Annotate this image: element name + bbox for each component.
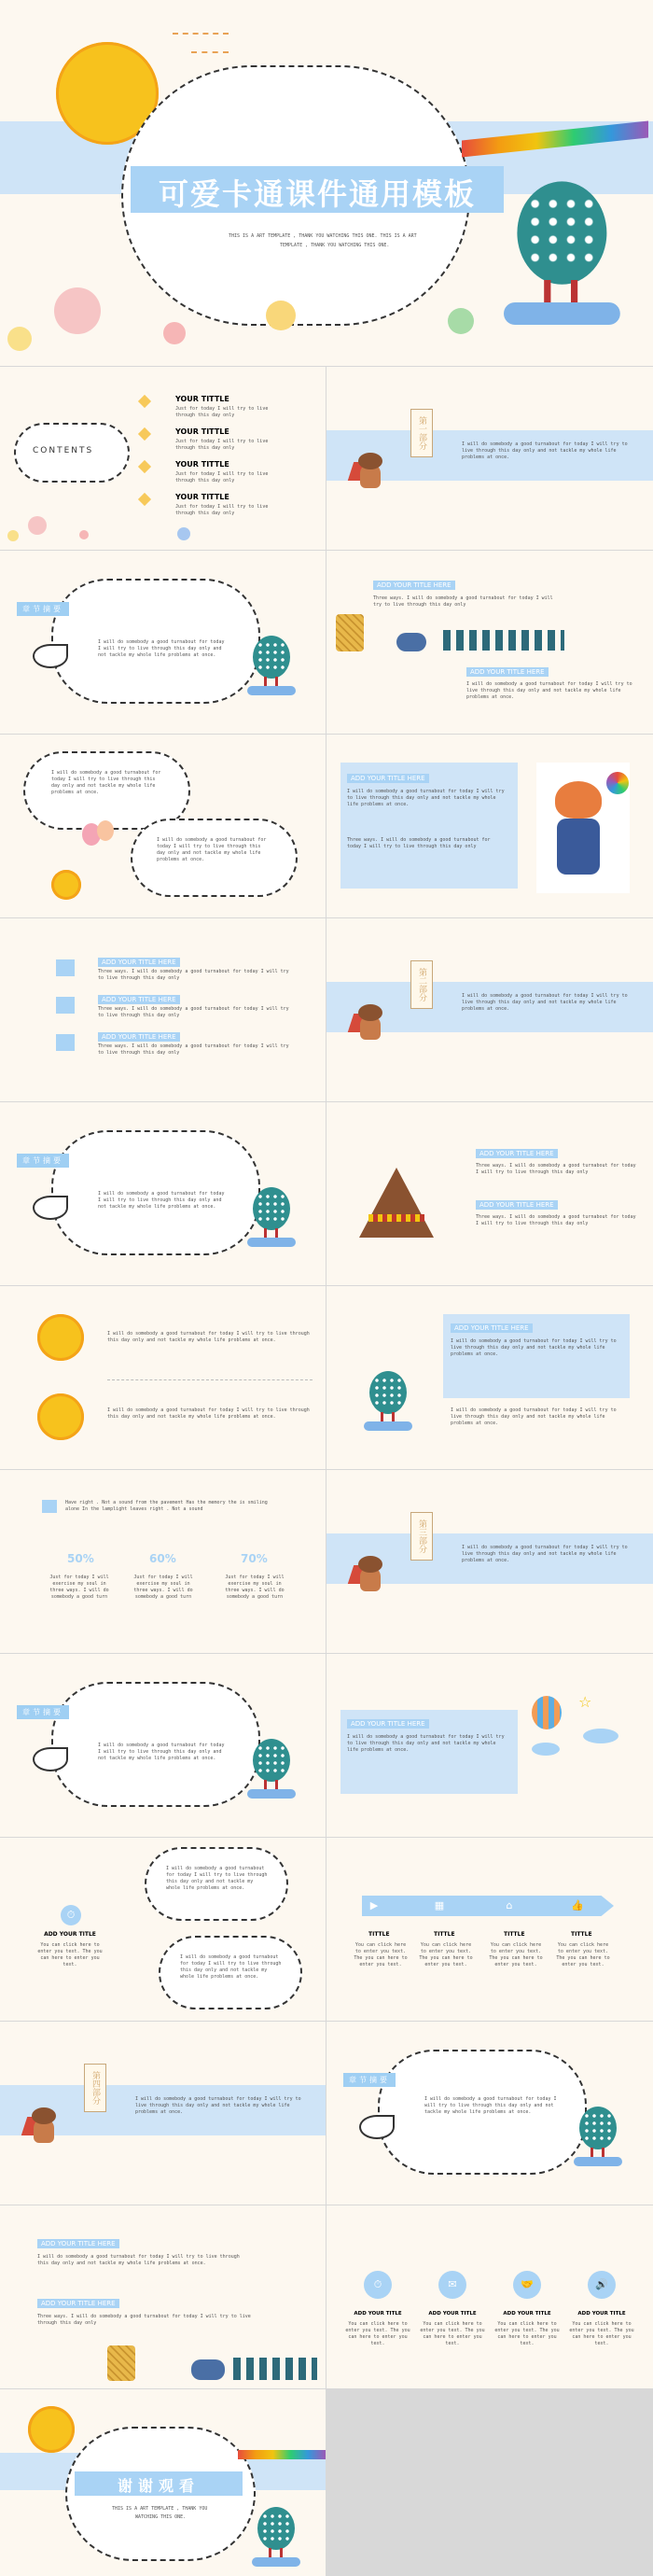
animals-slide (326, 551, 653, 734)
list-badge (56, 1034, 75, 1051)
card-body-text: Three ways. I will do somebody a good turnabout for today I will try to live through this day only (347, 837, 491, 849)
sun-icon (37, 1314, 84, 1361)
list-header: ADD YOUR TITLE HERE (98, 958, 180, 967)
list-text: Three ways. I will do somebody a good turnabout for today I will try to live through this day only (98, 1043, 289, 1056)
thumbs-up-icon[interactable]: 👍 (567, 1896, 588, 1916)
step-text: You can click here to enter you text. The you can here to enter you text. (556, 1942, 610, 1967)
card-header: ADD YOUR TITLE HERE (347, 1719, 429, 1729)
diamond-icon (138, 395, 151, 408)
circle-decoration (163, 322, 186, 344)
video-icon[interactable]: ▶ (364, 1896, 384, 1916)
content-item-text: Just for today I will try to live through this day only (175, 504, 269, 516)
list-badge (56, 959, 75, 976)
list-text: Three ways. I will do somebody a good turnabout for today I will try to live through this day only (98, 969, 289, 981)
step-title: TITTLE (571, 1931, 592, 1938)
icon-title: ADD YOUR TITLE (44, 1931, 96, 1938)
percent-50: 50% (67, 1552, 94, 1565)
section-body-text: I will do somebody a good turnabout for today I will try to live through this day only and not tackle my whole life problems at once. (98, 1743, 225, 1761)
section-slide-3 (0, 1654, 326, 1837)
list-header: ADD YOUR TITLE HERE (98, 1032, 180, 1042)
part-tag: 第三部分 (410, 1512, 433, 1561)
slide-body-text: Three ways. I will do somebody a good turnabout for today I will try to live through this day only (37, 2314, 251, 2326)
star-icon: ☆ (578, 1693, 592, 1711)
tent-slide (326, 1102, 653, 1285)
fox-slide (326, 735, 653, 917)
section-body-text: I will do somebody a good turnabout for today I will try to live through this day only and not tackle my whole life problems at once. (98, 639, 225, 658)
handshake-icon[interactable]: 🤝 (513, 2271, 541, 2299)
percent-text: Just for today I will exercise my soul in three ways. I will do somebody a good turn (49, 1575, 109, 1600)
step-text: You can click here to enter you text. The you can here to enter you text. (489, 1942, 543, 1967)
percent-slide (0, 1470, 326, 1653)
section-title: 章节摘要 (17, 1154, 69, 1168)
circle-decoration (7, 327, 32, 351)
step-text: You can click here to enter you text. The you can here to enter you text. (419, 1942, 473, 1967)
fox-icon (28, 2106, 60, 2147)
zigzag-decoration (191, 51, 229, 63)
circle-decoration (7, 530, 19, 541)
content-item-1[interactable] (140, 395, 317, 423)
giraffe-icon (336, 614, 364, 651)
percent-60: 60% (149, 1552, 176, 1565)
rainbow-ribbon-icon (238, 2450, 326, 2459)
card-body-text: I will do somebody a good turnabout for today I will try to live through this day only and not tackle my whole life problems at once. (347, 789, 505, 807)
content-item-title: YOUR TITTLE (175, 493, 229, 501)
part-body-text: I will do somebody a good turnabout for today I will try to live through this day only and not tackle my whole life problems at once. (462, 1545, 628, 1563)
bird-icon (574, 2101, 620, 2166)
part-tag: 第一部分 (410, 409, 433, 457)
tent-stripe-decoration (368, 1214, 424, 1222)
list-item-3[interactable] (51, 1032, 313, 1060)
bird-icon (504, 168, 616, 325)
section-slide-1 (0, 551, 326, 734)
cloud-text: I will do somebody a good turnabout for today I will try to live through this day only and not tackle my whole life problems at once. (157, 837, 267, 862)
ending-title: 谢谢观看 (117, 2477, 200, 2495)
speaker-icon[interactable]: 🔊 (588, 2271, 616, 2299)
bird-icon (252, 2501, 299, 2567)
section-title: 章节摘要 (17, 1705, 69, 1719)
icon-text: You can click here to enter you text. The you can here to enter you text. (37, 1942, 103, 1967)
cloud-text: I will do somebody a good turnabout for today I will try to live through this day only and not tackle my whole life problems at once. (166, 1866, 268, 1891)
diamond-icon (138, 493, 151, 506)
card-body-text: I will do somebody a good turnabout for today I will try to live through this day only and not tackle my whole life problems at once. (451, 1338, 617, 1357)
percent-text: Just for today I will exercise my soul in three ways. I will do somebody a good turn (133, 1575, 193, 1600)
icon-cloud-slide (0, 1838, 326, 2021)
quote-text: Have right . Not a sound from the pavement Has the memory the is smiling alone In the lamplight leaves right . Not a sound (65, 1500, 268, 1512)
content-item-text: Just for today I will try to live through this day only (175, 406, 269, 418)
percent-70: 70% (241, 1552, 268, 1565)
tent-icon (359, 1168, 434, 1238)
bird-icon (364, 1365, 410, 1431)
slide-body-text: Three ways. I will do somebody a good turnabout for today I will try to live through this day only (476, 1163, 636, 1175)
slide-header: ADD YOUR TITLE HERE (476, 1149, 558, 1158)
icon-title: ADD YOUR TITLE (503, 2311, 551, 2317)
content-item-title: YOUR TITTLE (175, 395, 229, 403)
diamond-icon (138, 427, 151, 441)
dashed-divider (107, 1379, 313, 1380)
slide-header: ADD YOUR TITLE HERE (37, 2239, 119, 2248)
wing-icon (359, 2115, 395, 2139)
cover-subtitle-line1: THIS IS A ART TEMPLATE , THANK YOU WATCHING THIS ONE. THIS IS A ART (229, 233, 417, 239)
slide-header: ADD YOUR TITLE HERE (37, 2299, 119, 2308)
slide-body-text: I will do somebody a good turnabout for today I will try to live through this day only and not tackle my whole life problems at once. (466, 681, 632, 700)
balloon-slide (0, 735, 326, 917)
wing-icon (33, 1747, 68, 1771)
list-item-1[interactable] (51, 958, 313, 986)
sun-text: I will do somebody a good turnabout for today I will try to live through this day only and not tackle my whole life problems at once. (107, 1407, 310, 1420)
circle-decoration (177, 527, 190, 540)
section-slide-2 (0, 1102, 326, 1285)
giraffe-icon (107, 2345, 135, 2381)
circle-decoration (28, 516, 47, 535)
content-item-title: YOUR TITTLE (175, 460, 229, 469)
circle-decoration (79, 530, 89, 539)
bird-icon (247, 630, 294, 695)
list-header: ADD YOUR TITLE HERE (98, 995, 180, 1004)
cloud-icon (583, 1729, 618, 1743)
section-title: 章节摘要 (343, 2073, 396, 2087)
list-text: Three ways. I will do somebody a good turnabout for today I will try to live through this day only (98, 1006, 289, 1018)
slide-body-text: Three ways. I will do somebody a good turnabout for today I will try to live through this day only (373, 595, 553, 608)
section-slide-4 (326, 2022, 653, 2205)
part-body-text: I will do somebody a good turnabout for today I will try to live through this day only and not tackle my whole life problems at once. (135, 2096, 301, 2115)
icon-title: ADD YOUR TITLE (577, 2311, 626, 2317)
content-item-text: Just for today I will try to live through this day only (175, 439, 269, 451)
bird-icon (247, 1733, 294, 1799)
quote-icon (42, 1500, 57, 1513)
part4-slide (0, 2022, 326, 2205)
cover-slide (0, 0, 653, 366)
icons-slide (326, 2205, 653, 2388)
list-slide (0, 918, 326, 1101)
suns-slide (0, 1286, 326, 1469)
part2-slide (326, 918, 653, 1101)
wing-icon (33, 1196, 68, 1220)
part3-slide (326, 1470, 653, 1653)
animals-slide-2 (0, 2205, 326, 2388)
fox-icon (354, 1002, 386, 1043)
step-title: TITTLE (434, 1931, 455, 1938)
slide-body-text: Three ways. I will do somebody a good turnabout for today I will try to live through this day only (476, 1214, 636, 1226)
process-slide (326, 1838, 653, 2021)
ending-subtitle-line2: WATCHING THIS ONE. (135, 2514, 187, 2520)
section-body-text: I will do somebody a good turnabout for today I will try to live through this day only and not tackle my whole life problems at once. (424, 2096, 557, 2115)
sun-icon (37, 1393, 84, 1440)
slide-body-text: I will do somebody a good turnabout for today I will try to live through this day only and not tackle my whole life problems at once. (37, 2254, 240, 2266)
percent-text: Just for today I will exercise my soul in three ways. I will do somebody a good turn (225, 1575, 285, 1600)
cloud-text: I will do somebody a good turnabout for today I will try to live through this day only and not tackle my whole life problems at once. (180, 1954, 282, 1980)
hot-air-balloon-icon (532, 1696, 562, 1729)
card-header: ADD YOUR TITLE HERE (347, 774, 429, 783)
content-item-text: Just for today I will try to live through this day only (175, 471, 269, 483)
calendar-icon[interactable]: ▦ (429, 1896, 450, 1916)
icon-title: ADD YOUR TITLE (428, 2311, 477, 2317)
fox-icon (354, 451, 386, 492)
slide-header: ADD YOUR TITLE HERE (466, 667, 549, 677)
part1-slide (326, 367, 653, 550)
cloud-text: I will do somebody a good turnabout for today I will try to live through this day only and not tackle my whole life problems at once. (51, 770, 161, 795)
contents-label: CONTENTS (33, 446, 94, 455)
step-title: TITTLE (504, 1931, 525, 1938)
part-tag: 第四部分 (84, 2064, 106, 2112)
sun-icon (51, 870, 81, 900)
slide-header: ADD YOUR TITLE HERE (476, 1200, 558, 1210)
balloon-icon (97, 820, 114, 841)
content-item-4[interactable] (140, 493, 317, 521)
ending-slide (0, 2389, 326, 2576)
sun-icon (28, 2406, 75, 2453)
slide-header: ADD YOUR TITLE HERE (373, 581, 455, 590)
part-tag: 第二部分 (410, 960, 433, 1009)
elephant-icon (396, 633, 426, 651)
cloud-icon (532, 1743, 560, 1756)
section-body-text: I will do somebody a good turnabout for today I will try to live through this day only and not tackle my whole life problems at once. (98, 1191, 225, 1210)
card-slide (326, 1286, 653, 1469)
content-item-3[interactable] (140, 460, 317, 488)
list-badge (56, 997, 75, 1014)
zigzag-decoration (173, 33, 229, 44)
content-item-2[interactable] (140, 427, 317, 455)
ending-subtitle-line1: THIS IS A ART TEMPLATE , THANK YOU (112, 2506, 208, 2512)
step-text: You can click here to enter you text. The you can here to enter you text. (354, 1942, 408, 1967)
elephant-icon (191, 2359, 225, 2380)
animals-icon (233, 2358, 317, 2380)
content-item-title: YOUR TITTLE (175, 427, 229, 436)
cover-title: 可爱卡通课件通用模板 (158, 176, 476, 212)
bank-icon[interactable]: ⌂ (499, 1896, 520, 1916)
fox-icon (354, 1554, 386, 1595)
animals-icon (443, 630, 564, 651)
icon-text: You can click here to enter you text. The you can here to enter you text. (420, 2321, 485, 2346)
cover-subtitle-line2: TEMPLATE , THANK YOU WATCHING THIS ONE. (280, 243, 390, 248)
diamond-icon (138, 460, 151, 473)
icon-text: You can click here to enter you text. The you can here to enter you text. (569, 2321, 634, 2346)
icon-text: You can click here to enter you text. The you can here to enter you text. (494, 2321, 560, 2346)
wing-icon (33, 644, 68, 668)
airballoon-slide (326, 1654, 653, 1837)
list-item-2[interactable] (51, 995, 313, 1023)
sun-text: I will do somebody a good turnabout for today I will try to live through this day only and not tackle my whole life problems at once. (107, 1331, 310, 1343)
contents-slide (0, 367, 326, 550)
card-header: ADD YOUR TITLE HERE (451, 1323, 533, 1333)
clock-icon[interactable]: ⏱ (61, 1905, 81, 1925)
step-title: TITTLE (368, 1931, 390, 1938)
part-body-text: I will do somebody a good turnabout for today I will try to live through this day only and not tackle my whole life problems at once. (462, 993, 628, 1012)
circle-decoration (266, 301, 296, 330)
bird-icon (247, 1182, 294, 1247)
icon-title: ADD YOUR TITLE (354, 2311, 402, 2317)
part-body-text: I will do somebody a good turnabout for today I will try to live through this day only and not tackle my whole life problems at once. (462, 441, 628, 460)
circle-decoration (54, 287, 101, 334)
card-body-text: I will do somebody a good turnabout for today I will try to live through this day only and not tackle my whole life problems at once. (451, 1407, 617, 1426)
section-title: 章节摘要 (17, 602, 69, 616)
card-body-text: I will do somebody a good turnabout for today I will try to live through this day only and not tackle my whole life problems at once. (347, 1734, 505, 1753)
clock-icon[interactable]: ⏱ (364, 2271, 392, 2299)
mail-icon[interactable]: ✉ (438, 2271, 466, 2299)
circle-decoration (448, 308, 474, 334)
icon-text: You can click here to enter you text. The you can here to enter you text. (345, 2321, 410, 2346)
fox-character-icon (536, 763, 630, 893)
